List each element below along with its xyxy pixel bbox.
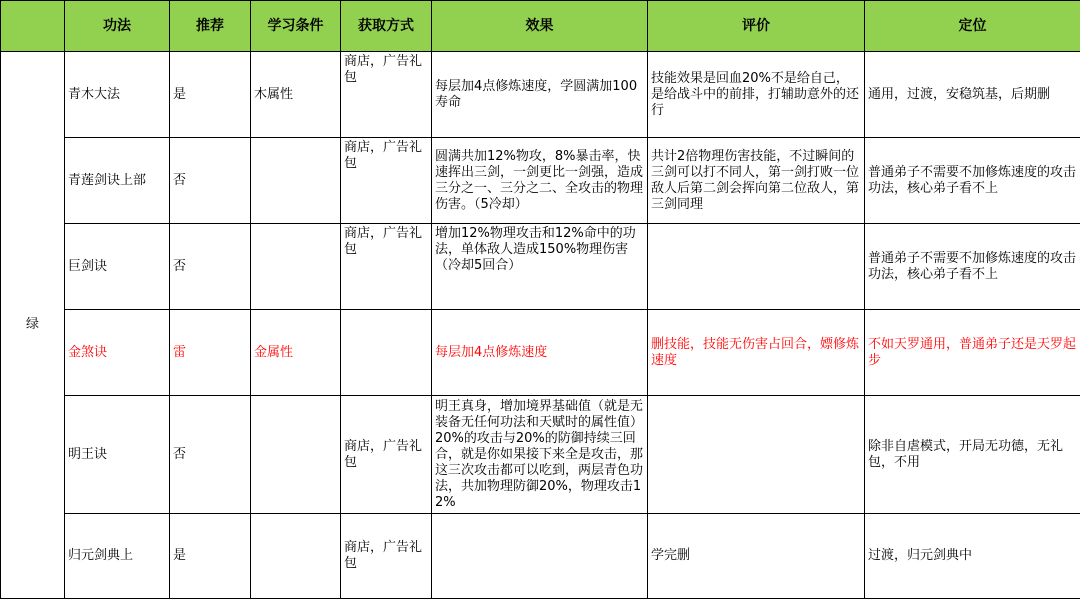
condition-cell: 木属性 [251,52,341,138]
source-cell [341,310,432,396]
review-cell: 共计2倍物理伤害技能，不过瞬间的三剑可以打不同人，第一剑打败一位敌人后第二剑会挥向第二位敌人，第三剑同理 [648,138,865,224]
effect-cell: 增加12%物理攻击和12%命中的功法，单体敌人造成150%物理伤害（冷却5回合） [432,224,648,310]
source-cell: 商店，广告礼包 [341,138,432,224]
table-row [1,224,1080,310]
source-cell: 商店，广告礼包 [341,224,432,310]
effect-cell: 每层加4点修炼速度，学圆满加100寿命 [432,52,648,138]
position-cell: 过渡，归元剑典中 [865,514,1080,599]
position-cell: 除非自虐模式，开局无功德，无礼包，不用 [865,396,1080,514]
header-source: 获取方式 [341,1,432,52]
review-cell [648,224,865,310]
name-cell: 金煞诀 [65,310,170,396]
table-row [1,52,1080,138]
condition-cell [251,514,341,599]
effect-cell: 每层加4点修炼速度 [432,310,648,396]
condition-cell [251,138,341,224]
name-cell: 青莲剑诀上部 [65,138,170,224]
header-grade [1,1,65,52]
header-recommend: 推荐 [170,1,251,52]
recommend-cell: 否 [170,138,251,224]
review-cell [648,396,865,514]
effect-cell [432,514,648,599]
condition-cell [251,224,341,310]
effect-cell: 圆满共加12%物攻，8%暴击率，快速挥出三剑，一剑更比一剑强，造成三分之一、三分之二、全攻击的物理伤害。（5冷却） [432,138,648,224]
condition-cell: 金属性 [251,310,341,396]
review-cell: 技能效果是回血20%不是给自己，是给战斗中的前排，打辅助意外的还行 [648,52,865,138]
recommend-cell: 是 [170,52,251,138]
table-row [1,514,1080,599]
position-cell: 不如天罗通用，普通弟子还是天罗起步 [865,310,1080,396]
name-cell: 青木大法 [65,52,170,138]
source-cell: 商店，广告礼包 [341,514,432,599]
position-cell: 普通弟子不需要不加修炼速度的攻击功法，核心弟子看不上 [865,138,1080,224]
header-name: 功法 [65,1,170,52]
effect-cell: 明王真身，增加境界基础值（就是无装备无任何功法和天赋时的属性值）20%的攻击与20%的防御持续三回合，就是你如果接下来全是攻击，那这三次攻击都可以吃到，两层青色功法，共加物理防御20%，物理攻击12% [432,396,648,514]
header-effect: 效果 [432,1,648,52]
condition-cell [251,396,341,514]
recommend-cell: 否 [170,396,251,514]
table-row [1,396,1080,514]
recommend-cell: 是 [170,514,251,599]
source-cell: 商店，广告礼包 [341,52,432,138]
table-row [1,310,1080,396]
header-review: 评价 [648,1,865,52]
grade-cell: 绿 [1,52,65,599]
name-cell: 巨剑诀 [65,224,170,310]
recommend-cell: 雷 [170,310,251,396]
header-row [1,1,1080,52]
header-position: 定位 [865,1,1080,52]
table-row [1,138,1080,224]
position-cell: 普通弟子不需要不加修炼速度的攻击功法，核心弟子看不上 [865,224,1080,310]
name-cell: 明王诀 [65,396,170,514]
source-cell: 商店，广告礼包 [341,396,432,514]
name-cell: 归元剑典上 [65,514,170,599]
header-condition: 学习条件 [251,1,341,52]
position-cell: 通用，过渡，安稳筑基，后期删 [865,52,1080,138]
review-cell: 删技能，技能无伤害占回合，嫖修炼速度 [648,310,865,396]
review-cell: 学完删 [648,514,865,599]
recommend-cell: 否 [170,224,251,310]
